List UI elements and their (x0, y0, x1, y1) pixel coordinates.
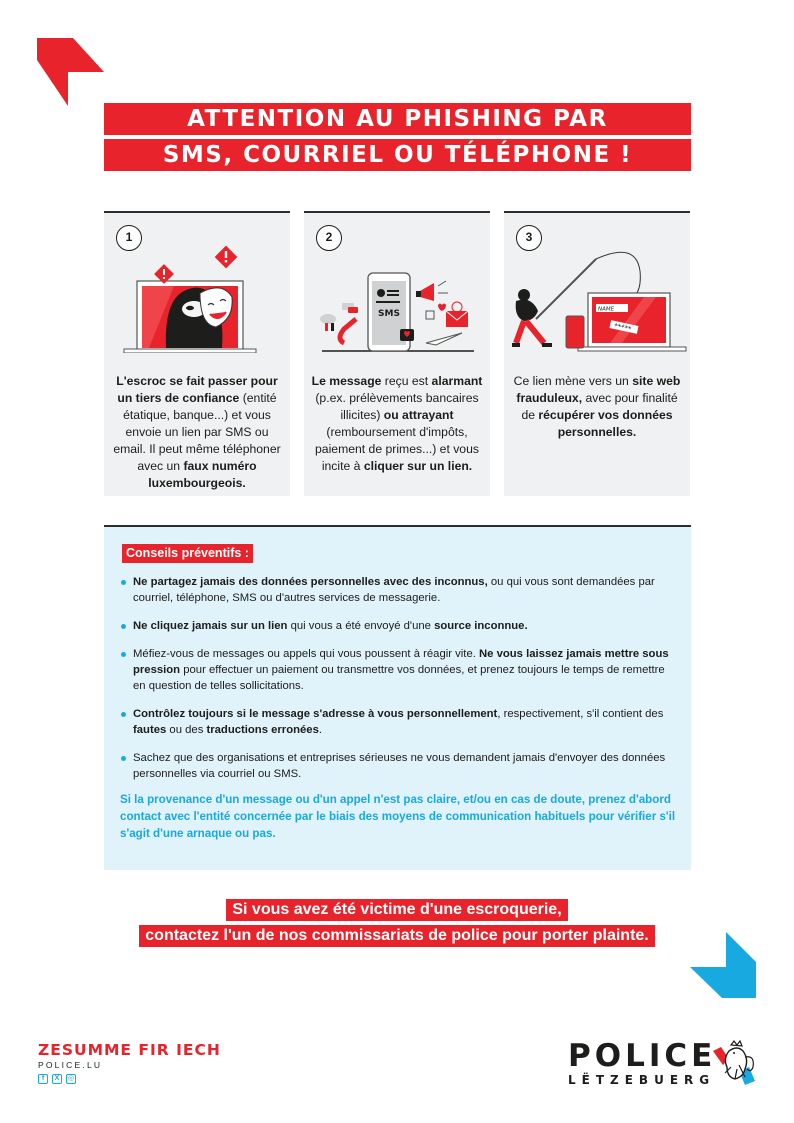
tip-item: Contrôlez toujours si le message s'adresse à vous personnellement, respectivement, s'il contient des fautes ou des traductions erronées. (120, 706, 680, 738)
step-description: Ce lien mène vers un site web frauduleux, avec pour finalité de récupérer vos données personnelles. (513, 374, 681, 439)
step-number-badge: 2 (316, 225, 342, 251)
instagram-icon[interactable]: ◎ (67, 1075, 75, 1082)
svg-text:NAME: NAME (598, 306, 615, 313)
step-card-3 (504, 211, 690, 496)
step-card-1 (104, 211, 290, 496)
step-number-badge: 3 (516, 225, 542, 251)
cta-line-1 (0, 899, 794, 921)
tip-item: Ne cliquez jamais sur un lien qui vous a été envoyé d'une source inconnue. (120, 618, 680, 634)
cta-line-2 (0, 925, 794, 947)
tip-item: Ne partagez jamais des données personnelles avec des inconnus, ou qui vous sont demandées par courriel, téléphone, SMS ou d'autres services de messagerie. (120, 574, 680, 606)
footer-slogan: ZESUMME FIR IECH (38, 1041, 221, 1059)
prevention-tips-box (104, 525, 691, 870)
tip-item: Sachez que des organisations et entreprises sérieuses ne vous demandent jamais d'envoyer des données personnelles via courriel ou SMS. (120, 750, 680, 782)
svg-text:SMS: SMS (378, 309, 400, 319)
page-title-line-2: SMS, COURRIEL OU TÉLÉPHONE ! (104, 139, 691, 171)
logo-wordmark: POLICE (568, 1038, 717, 1074)
social-links (38, 1074, 221, 1084)
police-logo (568, 1038, 717, 1087)
website-link[interactable]: POLICE.LU (38, 1060, 103, 1070)
step-description: Le message reçu est alarmant (p.ex. prélèvements bancaires illicites) ou attrayant (remboursement d'impôts, paiement de primes...) et vous incite à cliquer sur un lien. (311, 374, 483, 473)
corner-arrow-red (37, 38, 105, 106)
lion-crest-icon (709, 1037, 759, 1087)
step-description: L'escroc se fait passer pour un tiers de confiance (entité étatique, banque...) et vous envoie un lien par SMS ou email. Il peut même téléphoner avec un faux numéro luxembourgeois. (113, 374, 281, 490)
footer-branding (38, 1041, 221, 1084)
logo-subtitle: LËTZEBUERG (568, 1073, 716, 1087)
tip-item: Méfiez-vous de messages ou appels qui vous poussent à réagir vite. Ne vous laissez jamais mettre sous pression pour effectuer un paiement ou transmettre vos données, et prenez toujours le temps de remettre en question de telles sollicitations. (120, 646, 680, 694)
scammer-mask-laptop-icon (104, 231, 290, 353)
fisherman-phishing-site-icon (504, 231, 690, 353)
page-title-line-1: ATTENTION AU PHISHING PAR (104, 103, 691, 135)
step-number-badge: 1 (116, 225, 142, 251)
x-icon[interactable]: X (52, 1074, 62, 1084)
facebook-icon[interactable]: f (38, 1074, 48, 1084)
phone-sms-icon (304, 231, 490, 353)
cta-text: Si vous avez été victime d'une escroquerie, (226, 899, 567, 921)
tips-heading: Conseils préventifs : (122, 544, 253, 563)
cta-text: contactez l'un de nos commissariats de police pour porter plainte. (139, 925, 654, 947)
svg-text:*****: ***** (613, 321, 632, 334)
tips-list (120, 574, 680, 794)
tips-highlight-note: Si la provenance d'un message ou d'un appel n'est pas claire, et/ou en cas de doute, prenez d'abord contact avec l'entité concernée par le biais des moyens de communication habituels pour vérifier s'il s'agit d'une arnaque ou pas. (120, 793, 676, 840)
step-card-2 (304, 211, 490, 496)
